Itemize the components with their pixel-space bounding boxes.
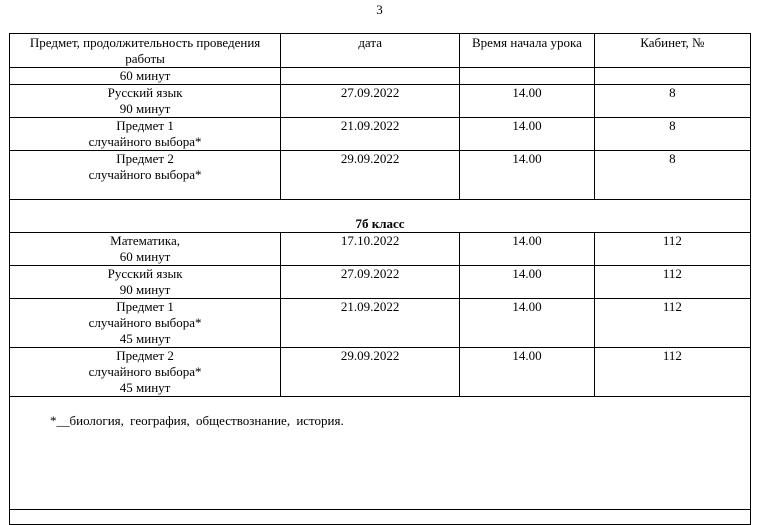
cell-date — [281, 68, 460, 85]
subject-line: Предмет 1 — [116, 118, 174, 133]
header-room — [594, 34, 750, 68]
cell-subject — [10, 299, 281, 348]
schedule-table — [9, 33, 751, 525]
cell-subject — [10, 151, 281, 200]
footnote-text: *__биология, география, обществознание, история. — [50, 413, 344, 428]
subject-line: случайного выбора* — [88, 134, 202, 149]
table-row — [10, 118, 751, 151]
cell-date: 29.09.2022 — [281, 348, 460, 397]
cell-room: 8 — [594, 85, 750, 118]
page-number: 3 — [376, 2, 383, 17]
class-heading: 7б класс — [10, 200, 751, 233]
cell-time: 14.00 — [460, 151, 595, 200]
header-subject-line: Предмет, продолжительность проведения — [29, 35, 261, 50]
cell-date: 21.09.2022 — [281, 118, 460, 151]
cell-subject — [10, 348, 281, 397]
table-row — [10, 233, 751, 266]
cell-time: 14.00 — [460, 85, 595, 118]
subject-line: 90 минут — [119, 101, 171, 116]
footnote-row — [10, 397, 751, 510]
cell-room: 112 — [594, 233, 750, 266]
header-subject — [10, 34, 281, 68]
cell-time: 14.00 — [460, 118, 595, 151]
cell-time: 14.00 — [460, 266, 595, 299]
cell-date: 29.09.2022 — [281, 151, 460, 200]
header-time — [460, 34, 595, 68]
header-room-label: Кабинет, № — [640, 35, 705, 50]
cell-room: 8 — [594, 151, 750, 200]
subject-line: 60 минут — [119, 249, 171, 264]
cell-subject — [10, 233, 281, 266]
table-header-row — [10, 34, 751, 68]
subject-line: Математика, — [110, 233, 180, 248]
subject-line: случайного выбора* — [88, 364, 202, 379]
cell-subject — [10, 68, 281, 85]
subject-line: 45 минут — [119, 331, 171, 346]
class-heading-row — [10, 200, 751, 233]
header-subject-line: работы — [125, 51, 165, 66]
cell-room: 112 — [594, 299, 750, 348]
cell-date: 17.10.2022 — [281, 233, 460, 266]
cell-subject — [10, 266, 281, 299]
empty-cell — [10, 510, 751, 525]
header-date-label: дата — [358, 35, 382, 50]
table-row — [10, 151, 751, 200]
table-row — [10, 85, 751, 118]
header-date — [281, 34, 460, 68]
cell-time: 14.00 — [460, 348, 595, 397]
cell-room: 8 — [594, 118, 750, 151]
table-row — [10, 348, 751, 397]
cell-room: 112 — [594, 266, 750, 299]
cell-date: 27.09.2022 — [281, 85, 460, 118]
subject-line: 90 минут — [119, 282, 171, 297]
table-row — [10, 299, 751, 348]
cell-time: 14.00 — [460, 299, 595, 348]
cell-date: 21.09.2022 — [281, 299, 460, 348]
subject-line: Русский язык — [107, 266, 183, 281]
subject-line: Предмет 1 — [116, 299, 174, 314]
header-time-label: Время начала урока — [471, 35, 582, 50]
cell-time — [460, 68, 595, 85]
subject-line: случайного выбора* — [88, 167, 202, 182]
subject-line: 60 минут — [119, 68, 171, 83]
subject-line: Предмет 2 — [116, 348, 174, 363]
table-row — [10, 68, 751, 85]
subject-line: Предмет 2 — [116, 151, 174, 166]
cell-subject — [10, 85, 281, 118]
subject-line: 45 минут — [119, 380, 171, 395]
cell-room: 112 — [594, 348, 750, 397]
subject-line: случайного выбора* — [88, 315, 202, 330]
cell-date: 27.09.2022 — [281, 266, 460, 299]
footnote — [10, 397, 751, 510]
subject-line: Русский язык — [107, 85, 183, 100]
cell-time: 14.00 — [460, 233, 595, 266]
cell-subject — [10, 118, 281, 151]
empty-row — [10, 510, 751, 525]
table-row — [10, 266, 751, 299]
cell-room — [594, 68, 750, 85]
